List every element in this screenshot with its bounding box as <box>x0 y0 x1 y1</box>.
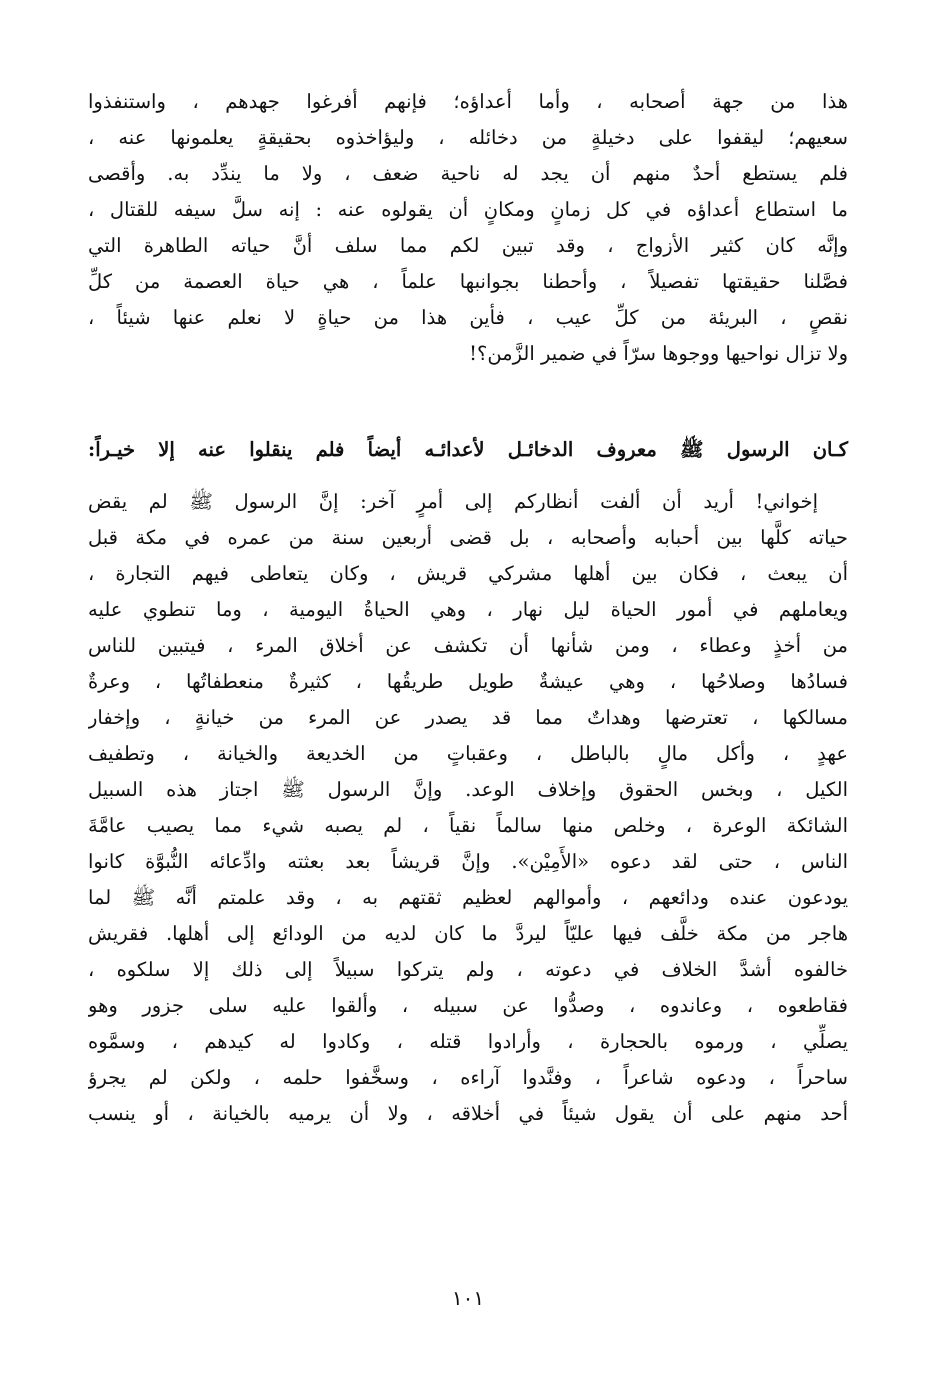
text-line: الشائكة الوعرة ، وخلص منها سالماً نقياً ، لم يصبه شيء مما يصيب عامَّةَ <box>88 814 848 837</box>
text-line: من أخذٍ وعطاء ، ومن شأنها أن تكشف عن أخلاق المرء ، فيتبين للناس <box>88 634 848 657</box>
text-line: ما استطاع أعداؤه في كل زمانٍ ومكانٍ أن يقولوه عنه : إنه سلَّ سيفه للقتال ، <box>88 198 848 221</box>
text-line: هاجر من مكة خلَّف فيها عليّاً ليردَّ ما كان لديه من الودائع إلى أهلها. فقريش <box>88 922 848 945</box>
paragraph-1 <box>88 84 848 372</box>
paragraph-2 <box>88 484 848 1132</box>
text-line: الكيل ، وبخس الحقوق وإخلاف الوعد. وإنَّ الرسول ﷺ اجتاز هذه السبيل <box>88 778 848 801</box>
text-line: ولا تزال نواحيها ووجوها سرّاً في ضمير الزَّمن؟! <box>469 342 848 365</box>
text-line: سعيهم؛ ليقفوا على دخيلةٍ من دخائله ، وليؤاخذوه بحقيقةٍ يعلمونها عنه ، <box>88 126 848 149</box>
text-line: أحد منهم على أن يقول شيئاً في أخلاقه ، ولا أن يرميه بالخيانة ، أو ينسب <box>88 1102 848 1125</box>
text-line: فقاطعوه ، وعاندوه ، وصدُّوا عن سبيله ، وألقوا عليه سلى جزور وهو <box>88 994 848 1017</box>
text-line: يصلِّي ، ورموه بالحجارة ، وأرادوا قتله ، وكادوا له كيدهم ، وسمَّوه <box>88 1030 848 1053</box>
text-line: ساحراً ، ودعوه شاعراً ، وفنَّدوا آراءه ، وسخَّفوا حلمه ، ولكن لم يجرؤ <box>88 1066 848 1089</box>
text-line: خالفوه أشدَّ الخلاف في دعوته ، ولم يتركوا سبيلاً إلى ذلك إلا سلكوه ، <box>88 958 848 981</box>
text-line: نقصٍ ، البريئة من كلِّ عيب ، فأين هذا من حياةٍ لا نعلم عنها شيئاً ، <box>88 306 848 329</box>
text-line: إخواني! أريد أن ألفت أنظاركم إلى أمرٍ آخر: إنَّ الرسول ﷺ لم يقض <box>88 490 818 513</box>
text-line: هذا من جهة أصحابه ، وأما أعداؤه؛ فإنهم أفرغوا جهدهم ، واستنفذوا <box>88 90 848 113</box>
text-line: فلم يستطع أحدٌ منهم أن يجد له ناحية ضعف ، ولا ما يندِّد به. وأقصى <box>88 162 848 185</box>
text-line: مسالكها ، تعترضها وهداتٌ مما قد يصدر عن المرء من خيانةٍ ، وإخفار <box>88 706 848 729</box>
text-line: ويعاملهم في أمور الحياة ليل نهار ، وهي الحياةُ اليومية ، وما تنطوي عليه <box>88 598 848 621</box>
text-line: عهدٍ ، وأكل مالٍ بالباطل ، وعقباتٍ من الخديعة والخيانة ، وتطفيف <box>88 742 848 765</box>
text-line: الناس ، حتى لقد دعوه «الأَمِيْن». وإنَّ قريشاً بعد بعثته وادِّعائه النُّبوَّة كانوا <box>88 850 848 873</box>
text-line: فصَّلنا حقيقتها تفصيلاً ، وأحطنا بجوانبها علماً ، هي حياة العصمة من كلِّ <box>88 270 848 293</box>
section-heading: كـان الرسول ﷺ معروف الدخائـل لأعدائـه أيضاً فلم ينقلوا عنه إلا خيـراً: <box>88 438 848 461</box>
text-line: يودعون عنده ودائعهم ، وأموالهم لعظيم ثقتهم به ، وقد علمتم أنَّه ﷺ لما <box>88 886 848 909</box>
text-line: فسادُها وصلاحُها ، وهي عيشةٌ طويل طريقُها ، كثيرةٌ منعطفاتُها ، وعرةٌ <box>88 670 848 693</box>
text-line: وإنَّه كان كثير الأزواج ، وقد تبين لكم مما سلف أنَّ حياته الطاهرة التي <box>88 234 848 257</box>
text-line: أن يبعث ، فكان بين أهلها مشركي قريش ، وكان يتعاطى فيهم التجارة ، <box>88 562 848 585</box>
text-line: حياته كلَّها بين أحبابه وأصحابه ، بل قضى أربعين سنة من عمره في مكة قبل <box>88 526 848 549</box>
page-number: ١٠١ <box>451 1286 485 1310</box>
